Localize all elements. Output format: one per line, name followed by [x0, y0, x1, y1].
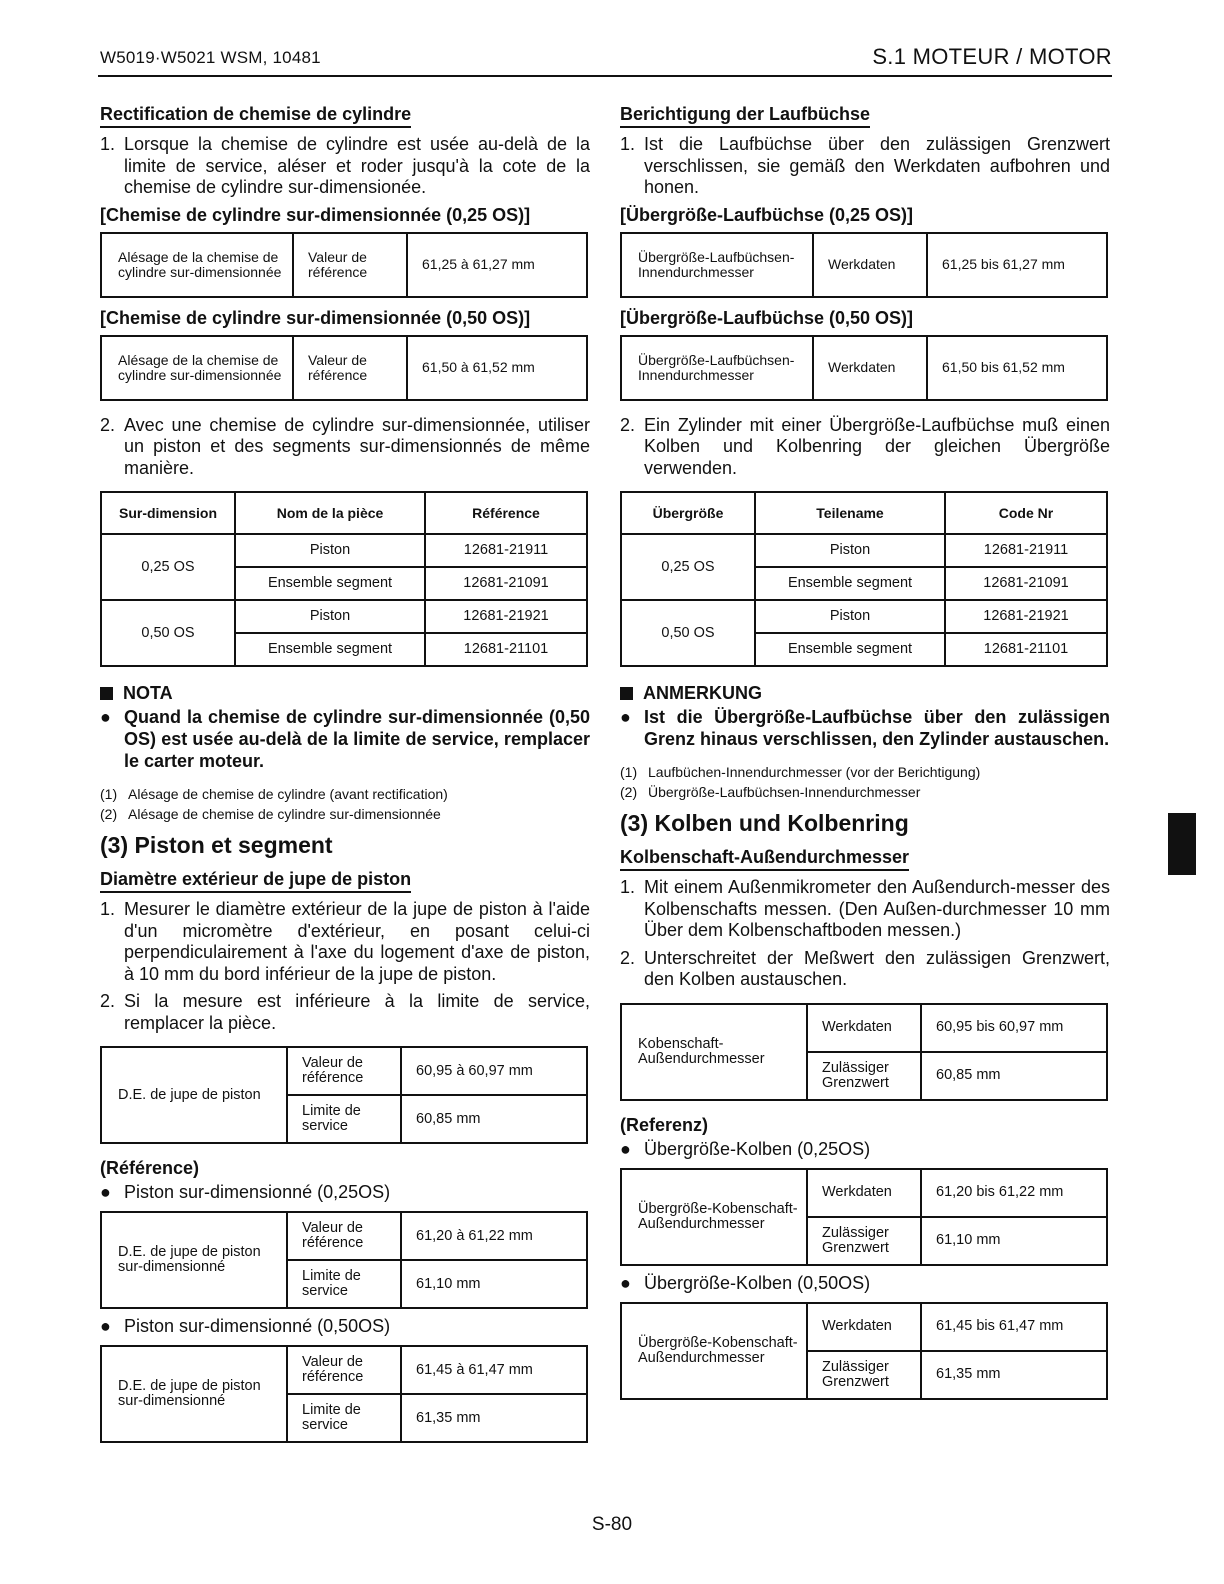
table-os025: Alésage de la chemise de cylindre sur-dimensionnée Valeur de référence 61,25 à 61,27 mm [100, 232, 588, 298]
table-os050: Übergröße-Laufbüchsen-Innendurchmesser Werkdaten 61,50 bis 61,52 mm [620, 335, 1108, 401]
table-title-os050: [Chemise de cylindre sur-dimensionnée (0,50 OS)] [100, 307, 531, 328]
reference-bullet-050: ● Übergröße-Kolben (0,50OS) [620, 1272, 871, 1293]
table-title-os025: [Übergröße-Laufbüchse (0,25 OS)] [620, 204, 914, 225]
page-number: S-80 [591, 1514, 633, 1535]
table-row: Ensemble segment 12681-21101 [101, 633, 587, 666]
spec-table-skirt-od: Kobenschaft-Außendurchmesser Werkdaten 60,95 bis 60,97 mm Zulässiger Grenzwert 60,85 mm [620, 1003, 1108, 1101]
reference-bullet-025: ● Übergröße-Kolben (0,25OS) [620, 1138, 871, 1159]
subheading-piston-skirt: Diamètre extérieur de jupe de piston [100, 869, 411, 893]
step-2: 2. Avec une chemise de cylindre sur-dimensionnée, utiliser un piston et des segments sur-dimensionnés de même manière. [100, 414, 590, 478]
table-row: Ensemble segment 12681-21101 [621, 633, 1107, 666]
subheading-piston-skirt: Kolbenschaft-Außendurchmesser [620, 847, 909, 871]
spec-table-os050: Übergröße-Kobenschaft-Außendurchmesser Werkdaten 61,45 bis 61,47 mm Zulässiger Grenzwert 61,35 mm [620, 1302, 1108, 1400]
column-french [100, 104, 590, 1443]
reference-bullet-025: ● Piston sur-dimensionné (0,25OS) [100, 1182, 391, 1202]
square-bullet-icon [100, 687, 113, 700]
figure-legend: (1) Laufbüchen-Innendurchmesser (vor der Berichtigung) (2) Übergröße-Laufbüchsen-Innendurchmesser [620, 764, 981, 800]
header-doc-id: W5019·W5021 WSM, 10481 [100, 48, 321, 67]
square-bullet-icon [620, 687, 633, 700]
table-row: 0,25 OS Piston 12681-21911 [101, 534, 587, 567]
section-tab-marker [1168, 813, 1196, 875]
table-title-os025: [Chemise de cylindre sur-dimensionnée (0,25 OS)] [100, 204, 531, 225]
reference-heading: (Référence) [100, 1158, 200, 1178]
table-row: 0,50 OS Piston 12681-21921 [621, 600, 1107, 633]
table-row: 0,50 OS Piston 12681-21921 [101, 600, 587, 633]
subheading-rectification: Rectification de chemise de cylindre [100, 104, 411, 128]
table-row: Ensemble segment 12681-21091 [621, 567, 1107, 600]
section-title: (3) Kolben und Kolbenring [620, 810, 909, 836]
step-1: 1. Ist die Laufbüchse über den zulässigen Grenzwert verschlissen, sie gemäß den Werkdaten aufbohren und honen. [620, 134, 1110, 197]
header-rule [98, 75, 1112, 77]
step-1: 1. Mesurer le diamètre extérieur de la jupe de piston à l'aide d'un micromètre d'extérieur, en posant celui-ci perpendiculairement à l'axe du logement d'axe de piston, à 10 mm du bord inférieur de la jupe de piston. [100, 899, 590, 984]
table-title-os050: [Übergröße-Laufbüchse (0,50 OS)] [620, 307, 914, 328]
note-heading: NOTA [100, 683, 590, 704]
note-bullet: ● Ist die Übergröße-Laufbüchse über den zulässigen Grenz hinaus verschlissen, den Zylinder austauschen. [620, 707, 1110, 749]
header-section: S.1 MOTEUR / MOTOR [872, 44, 1112, 69]
note-bullet: ● Quand la chemise de cylindre sur-dimensionnée (0,50 OS) est usée au-delà de la limite de service, remplacer le carter moteur. [100, 707, 590, 771]
spec-table-os050: D.E. de jupe de piston sur-dimensionné Valeur de référence 61,45 à 61,47 mm Limite de service 61,35 mm [100, 1345, 588, 1443]
step-1: 1. Lorsque la chemise de cylindre est usée au-delà de la limite de service, aléser et roder jusqu'à la cote de la chemise de cylindre sur-dimensionée. [100, 134, 590, 197]
table-os025: Übergröße-Laufbüchsen-Innendurchmesser Werkdaten 61,25 bis 61,27 mm [620, 232, 1108, 298]
section-title: (3) Piston et segment [100, 832, 333, 858]
step-2: 2. Unterschreitet der Meßwert den zulässigen Grenzwert, den Kolben austauschen. [620, 947, 1110, 989]
table-os050: Alésage de la chemise de cylindre sur-dimensionnée Valeur de référence 61,50 à 61,52 mm [100, 335, 588, 401]
subheading-rectification: Berichtigung der Laufbüchse [620, 104, 870, 128]
spec-table-os025: Übergröße-Kobenschaft-Außendurchmesser Werkdaten 61,20 bis 61,22 mm Zulässiger Grenzwert 61,10 mm [620, 1168, 1108, 1266]
reference-heading: (Referenz) [620, 1114, 709, 1135]
spec-table-os025: D.E. de jupe de piston sur-dimensionné Valeur de référence 61,20 à 61,22 mm Limite de service 61,10 mm [100, 1211, 588, 1309]
table-row: Ensemble segment 12681-21091 [101, 567, 587, 600]
column-german [620, 104, 1110, 1400]
table-row: 0,25 OS Piston 12681-21911 [621, 534, 1107, 567]
parts-table: Sur-dimension Nom de la pièce Référence 0,25 OS Piston 12681-21911 Ensemble segment 12681-21091 0,50 OS Piston 12681-21921 Ensemble segment 12681-21101 [100, 491, 588, 667]
reference-bullet-050: ● Piston sur-dimensionné (0,50OS) [100, 1316, 391, 1336]
step-2: 2. Si la mesure est inférieure à la limite de service, remplacer la pièce. [100, 991, 590, 1033]
step-1: 1. Mit einem Außenmikrometer den Außendurch-messer des Kolbenschafts messen. (Den Außen-durchmesser 10 mm Über dem Kolbenschaftboden messen.) [620, 877, 1110, 940]
spec-table-skirt-od: D.E. de jupe de piston Valeur de référence 60,95 à 60,97 mm Limite de service 60,85 mm [100, 1046, 588, 1144]
figure-legend: (1) Alésage de chemise de cylindre (avant rectification) (2) Alésage de chemise de cylindre sur-dimensionnée [100, 786, 448, 822]
step-2: 2. Ein Zylinder mit einer Übergröße-Laufbüchse muß einen Kolben und Kolbenring der gleichen Übergröße verwenden. [620, 414, 1110, 478]
note-heading: ANMERKUNG [620, 683, 1110, 704]
parts-table: Übergröße Teilename Code Nr 0,25 OS Piston 12681-21911 Ensemble segment 12681-21091 0,50 OS Piston 12681-21921 Ensemble segment 12681-21101 [620, 491, 1108, 667]
